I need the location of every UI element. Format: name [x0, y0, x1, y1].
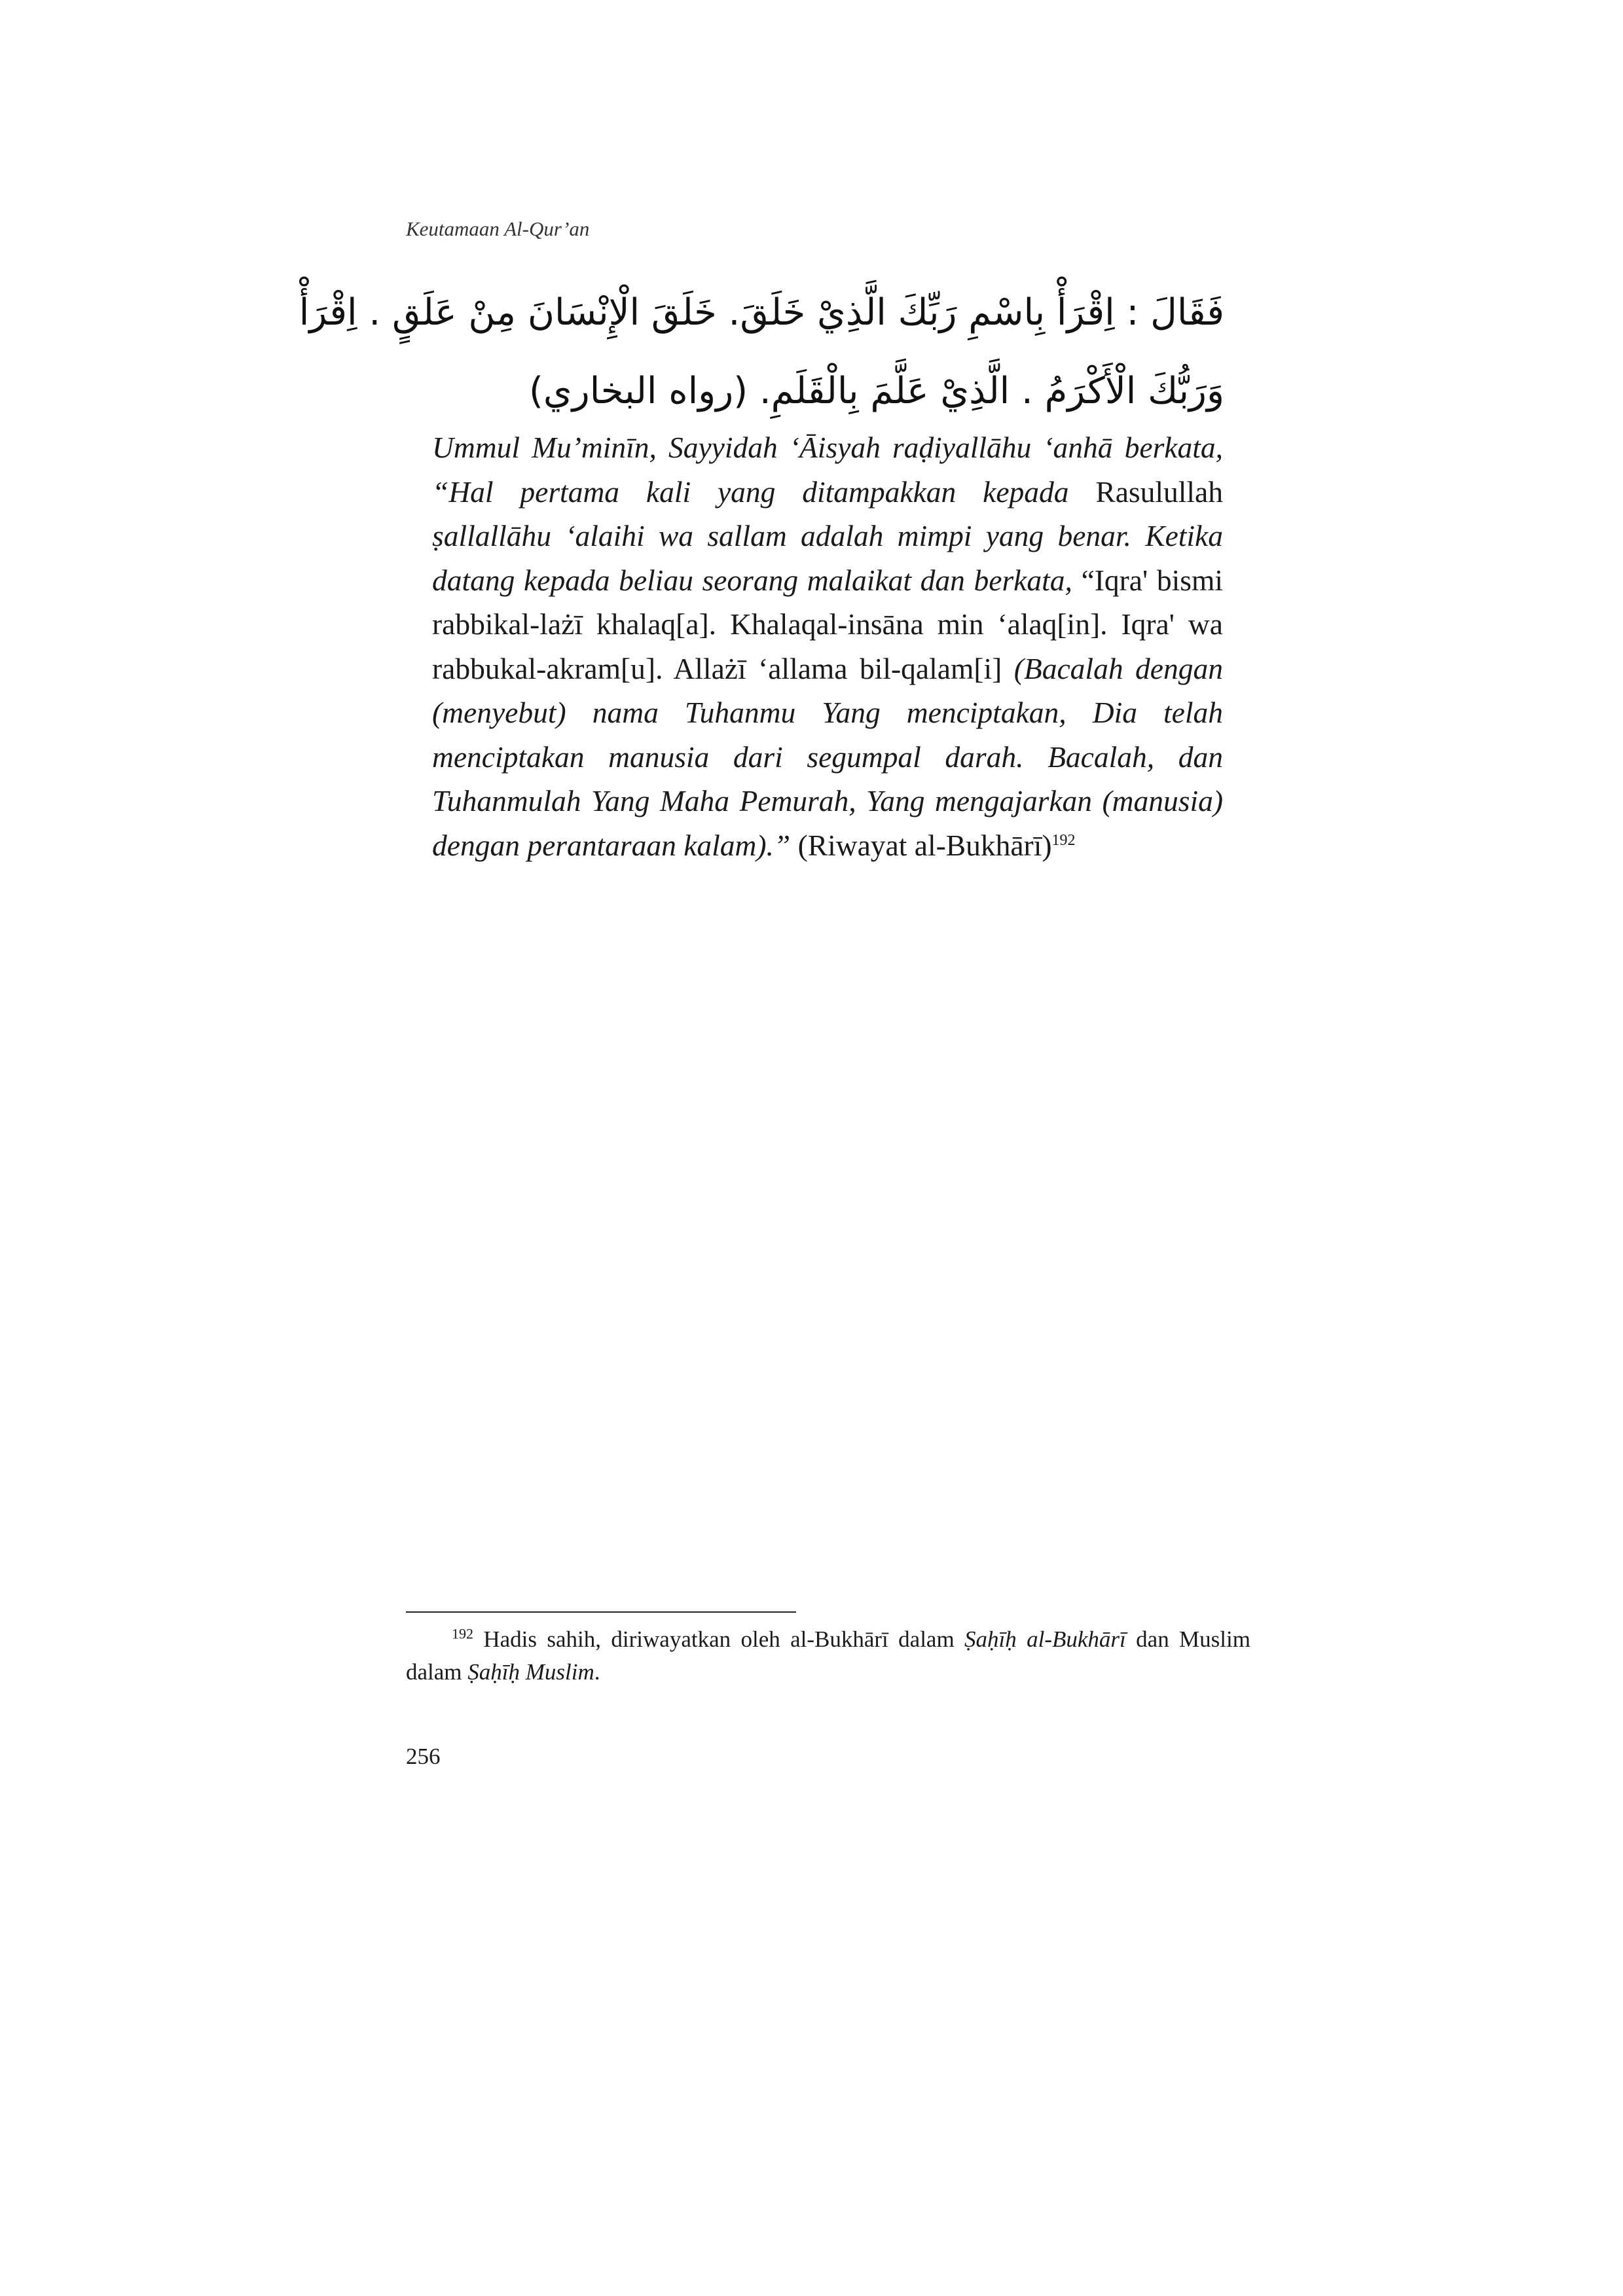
footnote-number: 192: [452, 1625, 473, 1642]
footnote-text-1: Hadis sahih, diriwayatkan oleh al-Bukhārī dalam: [473, 1626, 965, 1652]
footnote-reference: 192: [1051, 831, 1076, 849]
paragraph-rasulullah: Rasulullah: [1095, 475, 1223, 509]
translation-paragraph: [432, 425, 1223, 867]
footnote-title-2: Ṣaḥīḥ Muslim: [467, 1659, 594, 1685]
paragraph-source: (Riwayat al-Bukhārī): [790, 828, 1052, 862]
paragraph-transliteration: “Iqra' bismi rabbikal-lażī khalaq[a]. Khalaqal-insāna min ‘alaq[in]. Iqra' wa rabbukal-akram[u]. Allażī ‘allama bil-qalam[i]: [432, 563, 1223, 685]
footnote-divider: [406, 1611, 796, 1613]
running-head: Keutamaan Al-Qur’an: [406, 217, 590, 240]
paragraph-narration: ṣallallāhu ‘alaihi wa sallam adalah mimpi yang benar. Ketika datang kepada beliau seorang malaikat dan berkata,: [432, 519, 1223, 597]
arabic-line-1: فَقَالَ : اِقْرَأْ بِاسْمِ رَبِّكَ الَّذِيْ خَلَقَ. خَلَقَ الْإِنْسَانَ مِنْ عَلَقٍ . اِقْرَأْ: [299, 291, 1224, 334]
paragraph-intro: Ummul Mu’minīn, Sayyidah ‘Āisyah raḍiyallāhu ‘anhā berkata, “Hal pertama kali yang ditampakkan kepada: [432, 431, 1223, 509]
page-number: 256: [406, 1744, 441, 1769]
footnote: [406, 1623, 1250, 1689]
paragraph-translation: (Bacalah dengan (menyebut) nama Tuhanmu Yang menciptakan, Dia telah menciptakan manusia dari segumpal darah. Bacalah, dan Tuhanmulah Yang Maha Pemurah, Yang mengajarkan (manusia) dengan perantaraan kalam).”: [432, 651, 1223, 862]
footnote-text-2: dan Muslim dalam: [406, 1626, 1250, 1685]
arabic-line-2: وَرَبُّكَ الْأَكْرَمُ . الَّذِيْ عَلَّمَ بِالْقَلَمِ. (رواه البخاري): [528, 370, 1224, 412]
footnote-text-3: .: [594, 1659, 600, 1685]
footnote-title-1: Ṣaḥīḥ al-Bukhārī: [964, 1626, 1126, 1652]
arabic-hadith-text: [299, 274, 1224, 431]
